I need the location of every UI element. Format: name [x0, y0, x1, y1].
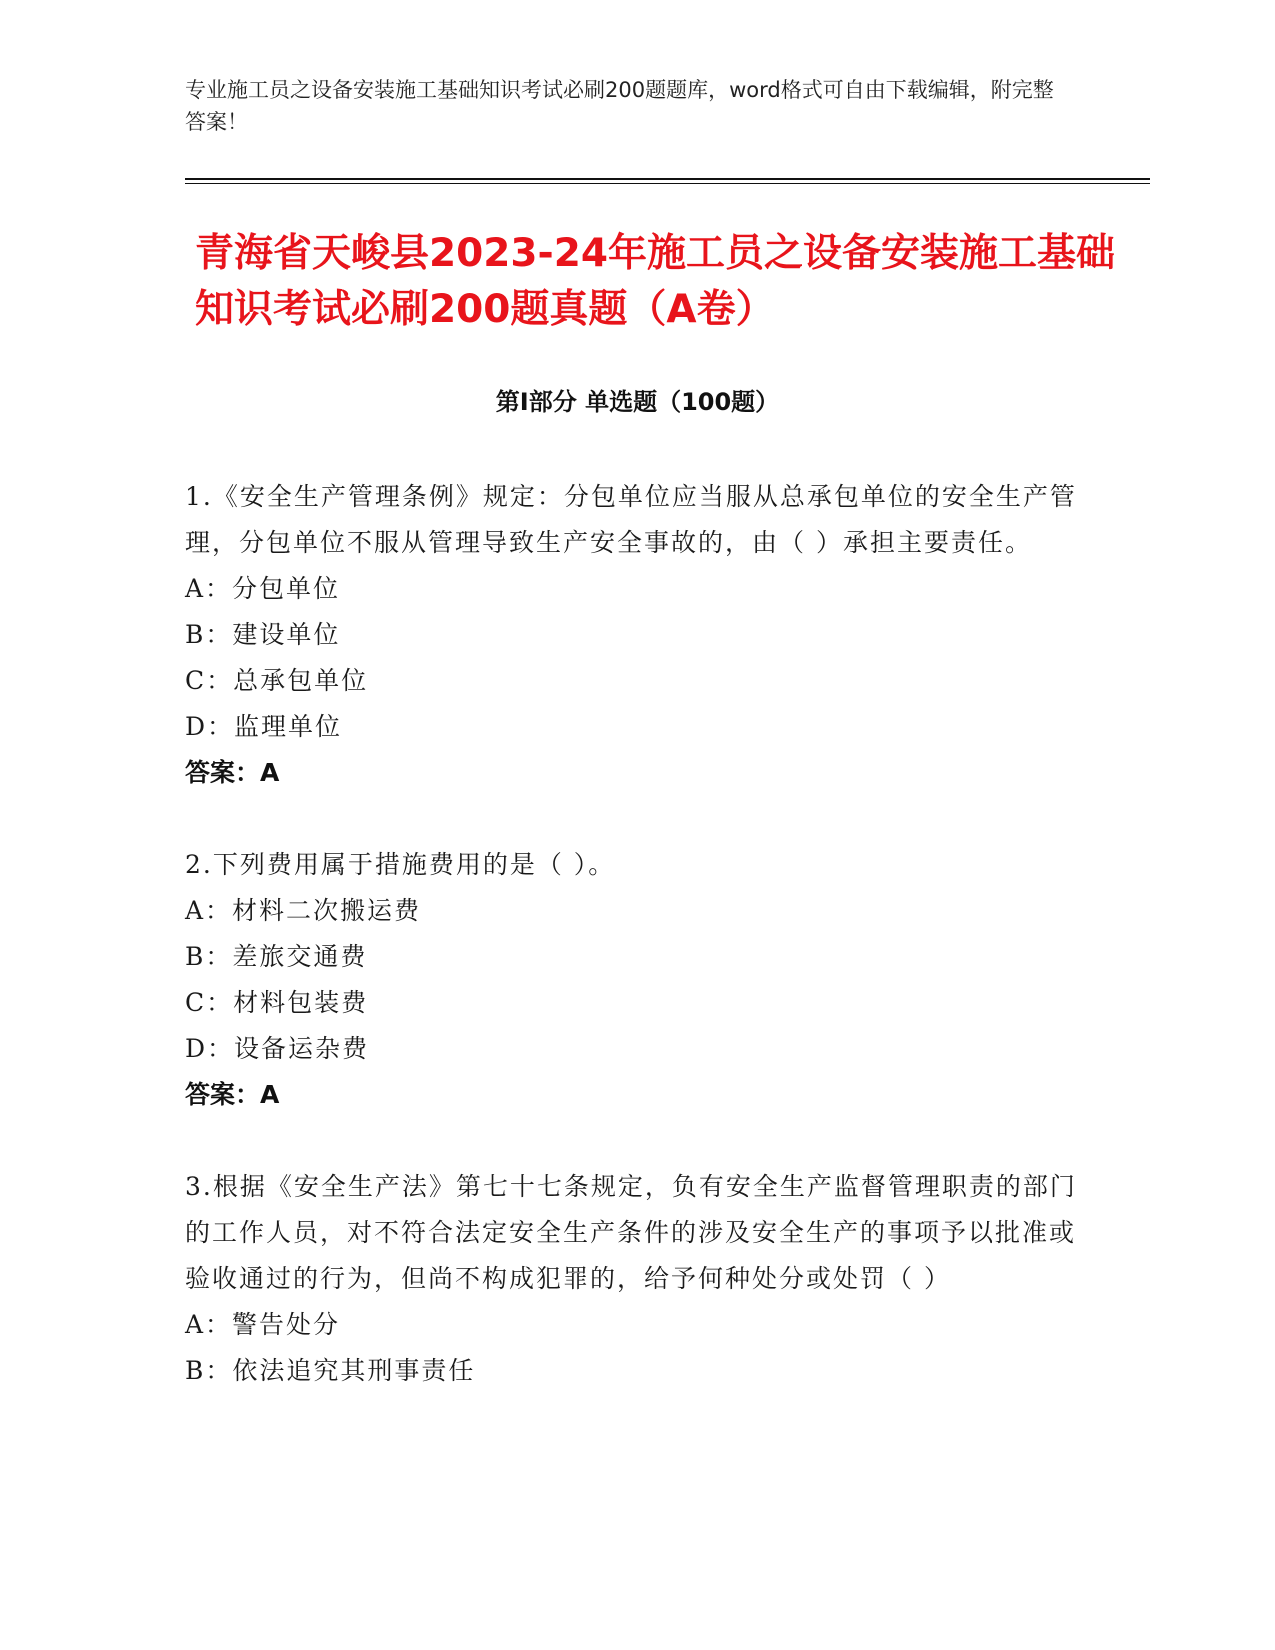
question-3 [185, 1164, 1085, 1394]
answer: 答案：A [185, 758, 280, 787]
question-2 [185, 842, 1085, 1118]
header-rule-thin [185, 183, 1150, 184]
option-d: D：设备运杂费 [185, 1034, 370, 1063]
option-b: B：依法追究其刑事责任 [185, 1356, 476, 1385]
question-stem: 3.根据《安全生产法》第七十七条规定，负有安全生产监督管理职责的部门的工作人员，对不符合法定安全生产条件的涉及安全生产的事项予以批准或验收通过的行为，但尚不构成犯罪的，给予何种处分或处罚（ ） [185, 1172, 1077, 1293]
header-rule-thick [185, 178, 1150, 180]
option-c: C：材料包装费 [185, 988, 369, 1017]
question-stem: 2.下列费用属于措施费用的是（ ）。 [185, 850, 616, 879]
option-d: D：监理单位 [185, 712, 343, 741]
option-b: B：建设单位 [185, 620, 341, 649]
header-note: 专业施工员之设备安装施工基础知识考试必刷200题题库，word格式可自由下载编辑，附完整答案！ [185, 78, 1054, 134]
question-1 [185, 474, 1085, 796]
answer: 答案：A [185, 1080, 280, 1109]
document-title: 青海省天峻县2023-24年施工员之设备安装施工基础知识考试必刷200题真题（A卷） [195, 231, 1116, 332]
question-stem: 1.《安全生产管理条例》规定：分包单位应当服从总承包单位的安全生产管理，分包单位不服从管理导致生产安全事故的，由（ ）承担主要责任。 [185, 482, 1077, 557]
option-a: A：分包单位 [185, 574, 341, 603]
option-a: A：警告处分 [185, 1310, 341, 1339]
option-c: C：总承包单位 [185, 666, 369, 695]
option-a: A：材料二次搬运费 [185, 896, 422, 925]
option-b: B：差旅交通费 [185, 942, 368, 971]
question-list [185, 474, 1085, 1440]
section-heading: 第Ⅰ部分 单选题（100题） [495, 388, 780, 416]
